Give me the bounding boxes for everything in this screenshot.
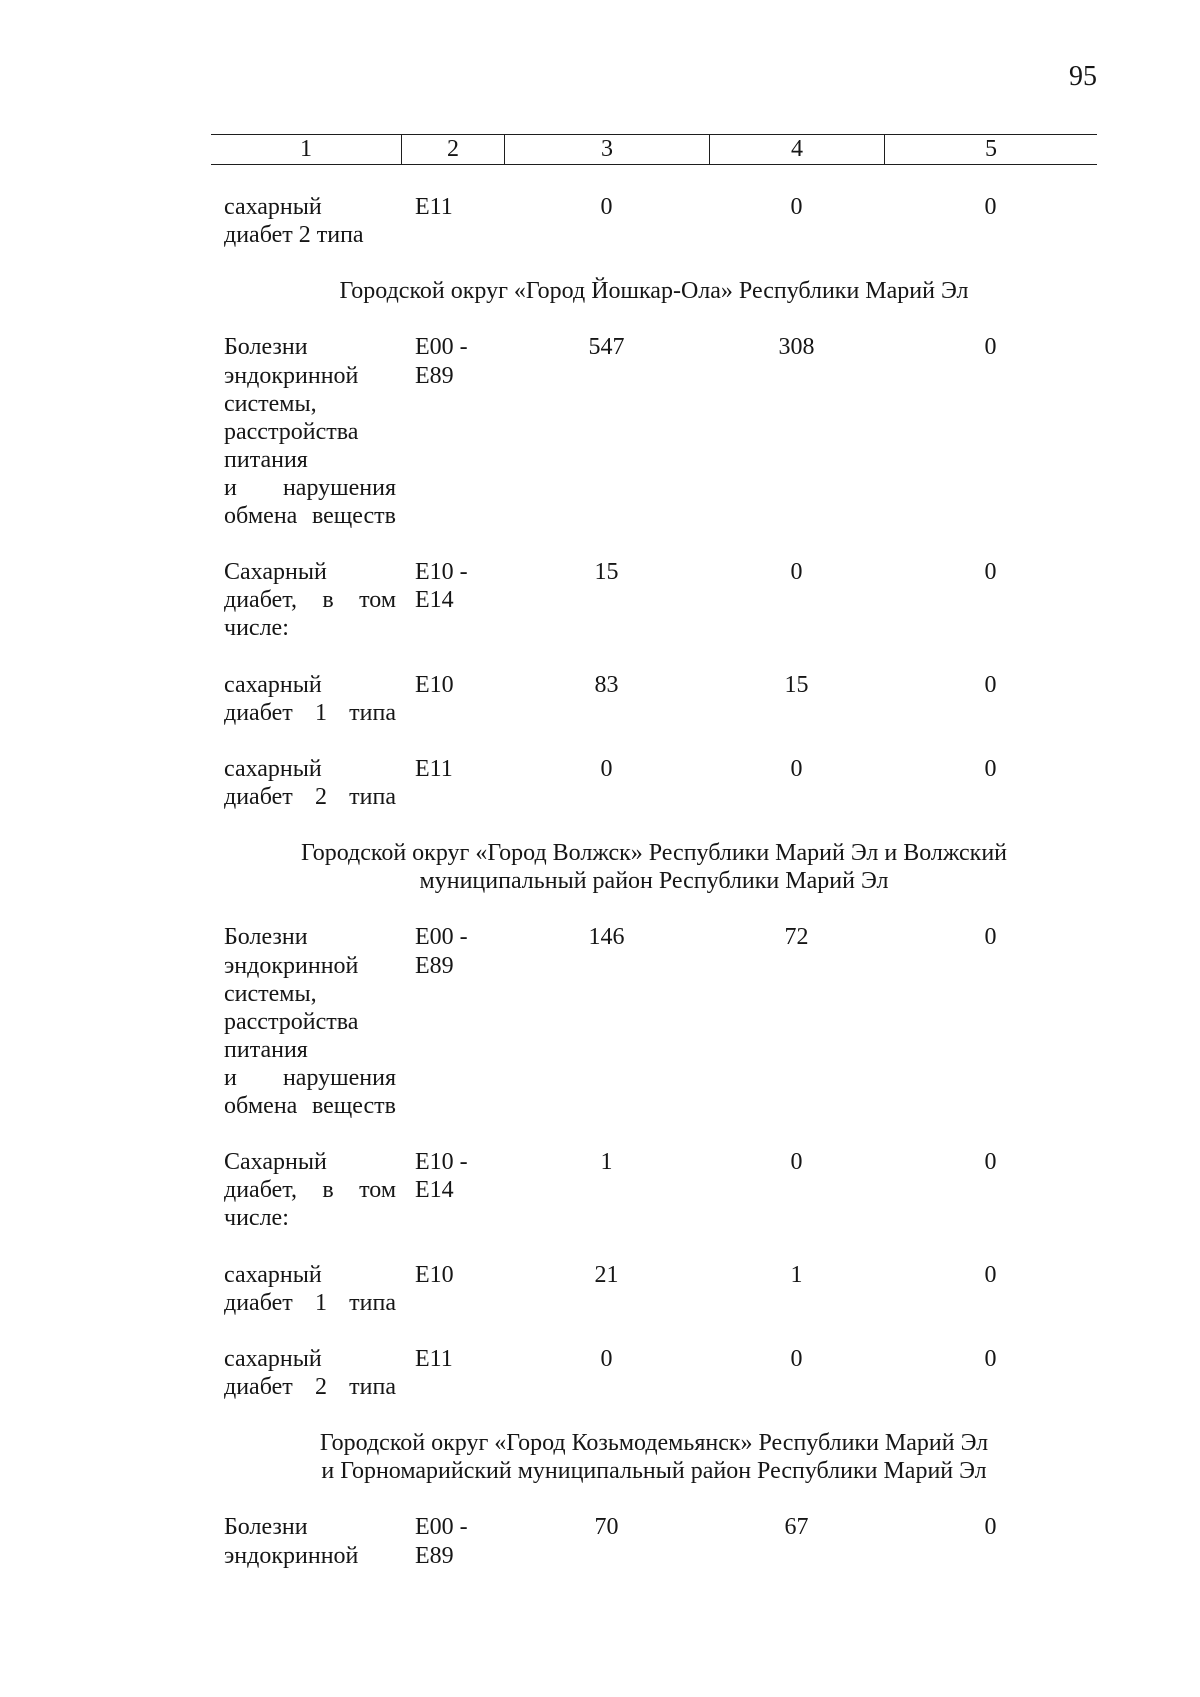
indicator-name-line: расстройства (224, 418, 359, 445)
indicator-name-cell (211, 1345, 401, 1401)
indicator-name-cell (211, 558, 401, 642)
value-cell-col-3: 15 (594, 559, 619, 586)
icd-code-line: E00 - (415, 1514, 468, 1541)
value-cell-col-5: 0 (984, 559, 997, 586)
indicator-name-line: и нарушения (224, 1064, 396, 1091)
value-cell-col-3: 0 (600, 1345, 613, 1372)
table-row (211, 1513, 1097, 1569)
icd-code-line: E14 (415, 1177, 454, 1204)
indicator-name-line: сахарный (224, 755, 322, 782)
indicator-name-line: системы, (224, 390, 317, 417)
indicator-name-cell (211, 671, 401, 727)
icd-code-line: E89 (415, 1542, 454, 1569)
indicator-name-cell (211, 1148, 401, 1232)
indicator-name-line: сахарный (224, 194, 322, 220)
icd-code-cell (401, 1148, 504, 1232)
indicator-name-cell (211, 923, 401, 1120)
indicator-name-line: Болезни (224, 334, 308, 361)
value-cell-col-4: 0 (790, 194, 803, 220)
section-title-line: муниципальный район Республики Марий Эл (419, 868, 889, 895)
icd-code-line: E14 (415, 587, 454, 614)
icd-code-line: E10 (415, 1261, 454, 1288)
value-cell-col-3: 1 (600, 1149, 613, 1176)
region-section (211, 1429, 1097, 1569)
value-cell-col-4: 0 (790, 559, 803, 586)
table-row (211, 1345, 1097, 1401)
icd-code-line: E10 - (415, 559, 468, 586)
icd-code-line: E11 (415, 1345, 453, 1372)
icd-code-line: E89 (415, 952, 454, 979)
indicator-name-line: питания (224, 446, 308, 473)
value-cell-col-5: 0 (984, 1514, 997, 1541)
indicator-name-line: диабет, в том (224, 1177, 396, 1204)
table-header-row (211, 134, 1097, 165)
region-section (211, 277, 1097, 811)
indicator-name-line: эндокринной (224, 1542, 359, 1569)
value-cell-col-5: 0 (984, 924, 997, 951)
indicator-name-line: и нарушения (224, 474, 396, 501)
table-row (211, 1148, 1097, 1232)
icd-code-cell (401, 193, 504, 249)
table-body (211, 193, 1097, 1570)
indicator-name-line: диабет 2 типа (224, 1373, 396, 1400)
value-cell-col-4: 67 (784, 1514, 809, 1541)
value-cell-col-5: 0 (984, 1149, 997, 1176)
icd-code-cell (401, 558, 504, 642)
table-row (211, 1261, 1097, 1317)
icd-code-cell (401, 333, 504, 530)
indicator-name-line: Болезни (224, 1514, 308, 1541)
table-row (211, 558, 1097, 642)
page-number: 95 (1069, 61, 1097, 92)
value-cell-col-5: 0 (984, 671, 997, 698)
value-cell-col-3: 21 (594, 1261, 619, 1288)
icd-code-cell (401, 755, 504, 811)
header-column-2: 2 (401, 135, 504, 164)
value-cell-col-3: 0 (600, 194, 613, 220)
region-section (211, 193, 1097, 249)
indicator-name-line: сахарный (224, 671, 322, 698)
indicator-name-line: системы, (224, 980, 317, 1007)
indicator-name-line: эндокринной (224, 362, 359, 389)
icd-code-cell (401, 671, 504, 727)
icd-code-cell (401, 1513, 504, 1569)
section-title-line: Городской округ «Город Волжск» Республики Марий Эл и Волжский (300, 840, 1008, 867)
table-row (211, 671, 1097, 727)
indicator-name-line: обмена веществ (224, 503, 396, 530)
table-row (211, 333, 1097, 530)
indicator-name-line: Сахарный (224, 1149, 327, 1176)
value-cell-col-4: 0 (790, 1149, 803, 1176)
table-row (211, 193, 1097, 249)
icd-code-line: E11 (415, 194, 453, 220)
icd-code-cell (401, 923, 504, 1120)
value-cell-col-5: 0 (984, 194, 997, 220)
indicator-name-line: диабет 1 типа (224, 699, 396, 726)
section-title (211, 1429, 1097, 1485)
indicator-name-line: числе: (224, 1205, 289, 1232)
value-cell-col-3: 547 (588, 334, 625, 361)
indicator-name-line: числе: (224, 615, 289, 642)
icd-code-line: E00 - (415, 924, 468, 951)
indicator-name-cell (211, 1513, 401, 1569)
value-cell-col-3: 0 (600, 755, 613, 782)
indicator-name-line: Сахарный (224, 559, 327, 586)
header-column-4: 4 (709, 135, 884, 164)
value-cell-col-3: 83 (594, 671, 619, 698)
value-cell-col-5: 0 (984, 1345, 997, 1372)
value-cell-col-5: 0 (984, 334, 997, 361)
indicator-name-line: обмена веществ (224, 1093, 396, 1119)
indicator-name-line: диабет 2 типа (224, 783, 396, 810)
icd-code-cell (401, 1261, 504, 1317)
value-cell-col-4: 308 (778, 334, 815, 361)
value-cell-col-4: 0 (790, 1345, 803, 1372)
icd-code-line: E11 (415, 755, 453, 782)
section-title-line: Городской округ «Город Козьмодемьянск» Республики Марий Эл (319, 1430, 989, 1457)
region-section (211, 839, 1097, 1401)
indicator-name-line: питания (224, 1036, 308, 1063)
header-column-5: 5 (884, 135, 1097, 164)
icd-code-line: E10 (415, 671, 454, 698)
indicator-name-line: диабет 2 типа (224, 222, 364, 249)
indicator-name-line: Болезни (224, 924, 308, 951)
indicator-name-line: диабет 1 типа (224, 1289, 396, 1316)
value-cell-col-5: 0 (984, 755, 997, 782)
table-row (211, 755, 1097, 811)
value-cell-col-4: 72 (784, 924, 809, 951)
indicator-name-cell (211, 333, 401, 530)
indicator-name-cell (211, 193, 401, 249)
section-title-line: Городской округ «Город Йошкар-Ола» Республики Марий Эл (339, 278, 969, 305)
indicator-name-cell (211, 755, 401, 811)
value-cell-col-5: 0 (984, 1261, 997, 1288)
indicator-name-line: сахарный (224, 1261, 322, 1288)
section-title (211, 277, 1097, 305)
indicator-name-cell (211, 1261, 401, 1317)
value-cell-col-4: 15 (784, 671, 809, 698)
value-cell-col-4: 0 (790, 755, 803, 782)
section-title (211, 839, 1097, 895)
value-cell-col-4: 1 (790, 1261, 803, 1288)
value-cell-col-3: 146 (588, 924, 625, 951)
icd-code-line: E89 (415, 362, 454, 389)
indicator-name-line: сахарный (224, 1345, 322, 1372)
indicator-name-line: диабет, в том (224, 587, 396, 614)
indicator-name-line: расстройства (224, 1008, 359, 1035)
section-title-line: и Горномарийский муниципальный район Республики Марий Эл (321, 1458, 987, 1485)
icd-code-cell (401, 1345, 504, 1401)
header-column-1: 1 (300, 136, 312, 162)
header-column-3: 3 (504, 135, 709, 164)
value-cell-col-3: 70 (594, 1514, 619, 1541)
table-row (211, 923, 1097, 1120)
icd-code-line: E10 - (415, 1149, 468, 1176)
icd-code-line: E00 - (415, 334, 468, 361)
indicator-name-line: эндокринной (224, 952, 359, 979)
